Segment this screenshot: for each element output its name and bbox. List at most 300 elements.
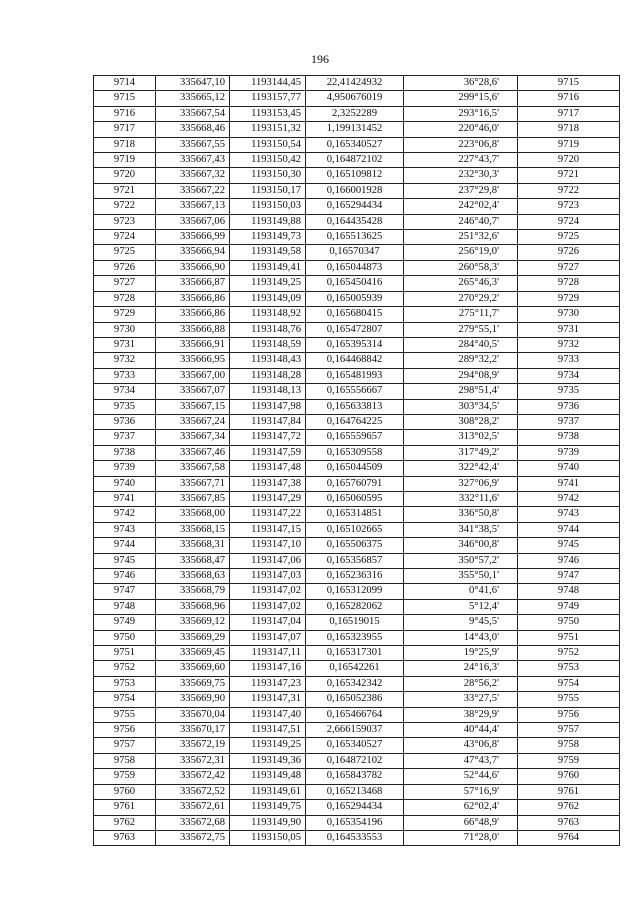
cell-direction-angle: 9°45,5' [404,615,518,630]
cell-from-point: 9732 [94,353,156,368]
coordinates-table [93,75,620,846]
cell-from-point: 9754 [94,692,156,707]
cell-distance: 0,164435428 [306,214,404,229]
table-row [94,599,620,614]
cell-distance: 0,165506375 [306,538,404,553]
cell-y-coordinate: 1193147,38 [230,476,306,491]
cell-direction-angle: 346°00,8' [404,538,518,553]
cell-y-coordinate: 1193147,84 [230,414,306,429]
cell-to-point: 9758 [518,738,620,753]
cell-from-point: 9753 [94,676,156,691]
cell-y-coordinate: 1193149,75 [230,800,306,815]
cell-y-coordinate: 1193149,73 [230,230,306,245]
cell-distance: 0,165005939 [306,291,404,306]
cell-from-point: 9756 [94,723,156,738]
cell-from-point: 9737 [94,430,156,445]
cell-distance: 0,165323955 [306,630,404,645]
table-row [94,445,620,460]
cell-x-coordinate: 335665,12 [156,91,230,106]
table-row [94,753,620,768]
page-number: 196 [311,52,329,66]
cell-to-point: 9747 [518,569,620,584]
cell-x-coordinate: 335672,75 [156,830,230,845]
cell-y-coordinate: 1193149,61 [230,784,306,799]
cell-y-coordinate: 1193147,02 [230,599,306,614]
cell-from-point: 9714 [94,76,156,91]
cell-y-coordinate: 1193147,16 [230,661,306,676]
cell-y-coordinate: 1193147,15 [230,522,306,537]
cell-x-coordinate: 335667,07 [156,384,230,399]
cell-y-coordinate: 1193153,45 [230,106,306,121]
table-row [94,183,620,198]
cell-from-point: 9752 [94,661,156,676]
cell-y-coordinate: 1193149,88 [230,214,306,229]
cell-direction-angle: 24°16,3' [404,661,518,676]
cell-x-coordinate: 335666,99 [156,230,230,245]
cell-x-coordinate: 335668,63 [156,569,230,584]
cell-x-coordinate: 335667,22 [156,183,230,198]
cell-distance: 4,950676019 [306,91,404,106]
cell-direction-angle: 322°42,4' [404,461,518,476]
cell-y-coordinate: 1193147,31 [230,692,306,707]
cell-to-point: 9741 [518,476,620,491]
cell-distance: 2,666159037 [306,723,404,738]
cell-direction-angle: 40°44,4' [404,723,518,738]
table-row [94,414,620,429]
table-row [94,476,620,491]
cell-to-point: 9759 [518,753,620,768]
cell-distance: 0,165060595 [306,491,404,506]
table-row [94,430,620,445]
table-row [94,260,620,275]
cell-distance: 0,164468842 [306,353,404,368]
cell-to-point: 9723 [518,199,620,214]
cell-y-coordinate: 1193149,25 [230,276,306,291]
cell-to-point: 9721 [518,168,620,183]
table-row [94,399,620,414]
cell-to-point: 9719 [518,137,620,152]
cell-to-point: 9740 [518,461,620,476]
cell-direction-angle: 270°29,2' [404,291,518,306]
cell-distance: 0,165633813 [306,399,404,414]
cell-direction-angle: 299°15,6' [404,91,518,106]
cell-x-coordinate: 335672,61 [156,800,230,815]
table-row [94,538,620,553]
cell-x-coordinate: 335666,91 [156,337,230,352]
cell-direction-angle: 355°50,1' [404,569,518,584]
cell-direction-angle: 284°40,5' [404,337,518,352]
table-row [94,676,620,691]
cell-y-coordinate: 1193147,29 [230,491,306,506]
cell-to-point: 9738 [518,430,620,445]
cell-distance: 22,41424932 [306,76,404,91]
cell-from-point: 9760 [94,784,156,799]
cell-distance: 0,165294434 [306,199,404,214]
cell-x-coordinate: 335667,32 [156,168,230,183]
cell-to-point: 9751 [518,630,620,645]
cell-to-point: 9752 [518,646,620,661]
cell-to-point: 9762 [518,800,620,815]
cell-direction-angle: 293°16,5' [404,106,518,121]
cell-direction-angle: 341°38,5' [404,522,518,537]
cell-to-point: 9745 [518,538,620,553]
cell-direction-angle: 332°11,6' [404,491,518,506]
cell-y-coordinate: 1193147,06 [230,553,306,568]
table-row [94,368,620,383]
cell-direction-angle: 265°46,3' [404,276,518,291]
cell-to-point: 9763 [518,815,620,830]
cell-direction-angle: 66°48,9' [404,815,518,830]
cell-x-coordinate: 335670,17 [156,723,230,738]
table-row [94,522,620,537]
cell-y-coordinate: 1193149,36 [230,753,306,768]
cell-y-coordinate: 1193151,32 [230,122,306,137]
cell-distance: 2,3252289 [306,106,404,121]
cell-y-coordinate: 1193148,92 [230,307,306,322]
cell-y-coordinate: 1193149,90 [230,815,306,830]
cell-x-coordinate: 335667,58 [156,461,230,476]
cell-from-point: 9759 [94,769,156,784]
cell-x-coordinate: 335666,86 [156,307,230,322]
cell-y-coordinate: 1193147,11 [230,646,306,661]
cell-y-coordinate: 1193148,13 [230,384,306,399]
table-row [94,769,620,784]
table-row [94,122,620,137]
cell-from-point: 9745 [94,553,156,568]
cell-y-coordinate: 1193144,45 [230,76,306,91]
cell-to-point: 9732 [518,337,620,352]
cell-to-point: 9736 [518,399,620,414]
cell-distance: 0,165450416 [306,276,404,291]
cell-y-coordinate: 1193149,25 [230,738,306,753]
table-row [94,491,620,506]
cell-from-point: 9729 [94,307,156,322]
cell-to-point: 9731 [518,322,620,337]
cell-y-coordinate: 1193150,05 [230,830,306,845]
cell-y-coordinate: 1193150,42 [230,153,306,168]
cell-y-coordinate: 1193150,54 [230,137,306,152]
cell-distance: 0,164533553 [306,830,404,845]
cell-from-point: 9726 [94,260,156,275]
table-row [94,830,620,845]
cell-direction-angle: 294°08,9' [404,368,518,383]
cell-to-point: 9734 [518,368,620,383]
table-row [94,461,620,476]
cell-distance: 0,165309558 [306,445,404,460]
table-row [94,630,620,645]
cell-direction-angle: 36°28,6' [404,76,518,91]
cell-from-point: 9717 [94,122,156,137]
cell-direction-angle: 246°40,7' [404,214,518,229]
cell-y-coordinate: 1193150,30 [230,168,306,183]
table-row [94,307,620,322]
cell-x-coordinate: 335666,90 [156,260,230,275]
cell-distance: 0,164764225 [306,414,404,429]
table-row [94,569,620,584]
cell-y-coordinate: 1193147,10 [230,538,306,553]
cell-direction-angle: 0°41,6' [404,584,518,599]
cell-y-coordinate: 1193157,77 [230,91,306,106]
cell-from-point: 9733 [94,368,156,383]
cell-y-coordinate: 1193150,17 [230,183,306,198]
cell-direction-angle: 43°06,8' [404,738,518,753]
cell-direction-angle: 232°30,3' [404,168,518,183]
cell-to-point: 9737 [518,414,620,429]
cell-y-coordinate: 1193147,59 [230,445,306,460]
cell-to-point: 9755 [518,692,620,707]
cell-to-point: 9750 [518,615,620,630]
cell-direction-angle: 260°58,3' [404,260,518,275]
cell-direction-angle: 52°44,6' [404,769,518,784]
cell-y-coordinate: 1193149,48 [230,769,306,784]
cell-from-point: 9723 [94,214,156,229]
cell-y-coordinate: 1193147,51 [230,723,306,738]
cell-distance: 0,165559657 [306,430,404,445]
cell-distance: 0,165340527 [306,738,404,753]
cell-from-point: 9730 [94,322,156,337]
cell-y-coordinate: 1193150,03 [230,199,306,214]
cell-distance: 0,165356857 [306,553,404,568]
cell-from-point: 9747 [94,584,156,599]
cell-y-coordinate: 1193149,58 [230,245,306,260]
cell-direction-angle: 19°25,9' [404,646,518,661]
cell-direction-angle: 57°16,9' [404,784,518,799]
table-row [94,199,620,214]
cell-direction-angle: 62°02,4' [404,800,518,815]
cell-x-coordinate: 335666,88 [156,322,230,337]
cell-from-point: 9735 [94,399,156,414]
cell-direction-angle: 227°43,7' [404,153,518,168]
cell-x-coordinate: 335667,71 [156,476,230,491]
cell-from-point: 9720 [94,168,156,183]
cell-x-coordinate: 335668,31 [156,538,230,553]
cell-x-coordinate: 335667,06 [156,214,230,229]
cell-direction-angle: 350°57,2' [404,553,518,568]
cell-direction-angle: 237°29,8' [404,183,518,198]
cell-direction-angle: 242°02,4' [404,199,518,214]
table-row [94,153,620,168]
cell-y-coordinate: 1193147,72 [230,430,306,445]
cell-distance: 0,165109812 [306,168,404,183]
cell-distance: 0,166001928 [306,183,404,198]
cell-to-point: 9716 [518,91,620,106]
cell-direction-angle: 33°27,5' [404,692,518,707]
cell-direction-angle: 251°32,6' [404,230,518,245]
cell-distance: 0,165044509 [306,461,404,476]
table-row [94,646,620,661]
cell-from-point: 9763 [94,830,156,845]
cell-x-coordinate: 335672,42 [156,769,230,784]
cell-direction-angle: 336°50,8' [404,507,518,522]
table-row [94,707,620,722]
cell-to-point: 9748 [518,584,620,599]
cell-from-point: 9734 [94,384,156,399]
table-row [94,784,620,799]
table-row [94,214,620,229]
cell-from-point: 9742 [94,507,156,522]
cell-direction-angle: 317°49,2' [404,445,518,460]
cell-from-point: 9750 [94,630,156,645]
cell-distance: 0,165312099 [306,584,404,599]
table-row [94,76,620,91]
cell-x-coordinate: 335647,10 [156,76,230,91]
cell-distance: 0,165556667 [306,384,404,399]
cell-from-point: 9736 [94,414,156,429]
table-row [94,322,620,337]
cell-x-coordinate: 335668,47 [156,553,230,568]
cell-to-point: 9753 [518,661,620,676]
cell-from-point: 9751 [94,646,156,661]
cell-x-coordinate: 335667,46 [156,445,230,460]
cell-y-coordinate: 1193149,41 [230,260,306,275]
cell-from-point: 9761 [94,800,156,815]
cell-to-point: 9725 [518,230,620,245]
cell-from-point: 9740 [94,476,156,491]
cell-to-point: 9744 [518,522,620,537]
cell-to-point: 9764 [518,830,620,845]
cell-distance: 0,165466764 [306,707,404,722]
cell-x-coordinate: 335668,00 [156,507,230,522]
cell-distance: 0,16519015 [306,615,404,630]
cell-distance: 0,165044873 [306,260,404,275]
cell-from-point: 9725 [94,245,156,260]
cell-x-coordinate: 335666,95 [156,353,230,368]
cell-distance: 0,165354196 [306,815,404,830]
table-row [94,553,620,568]
cell-direction-angle: 275°11,7' [404,307,518,322]
cell-distance: 0,164872102 [306,153,404,168]
cell-direction-angle: 298°51,4' [404,384,518,399]
cell-distance: 0,16542261 [306,661,404,676]
cell-to-point: 9757 [518,723,620,738]
cell-distance: 0,165213468 [306,784,404,799]
cell-y-coordinate: 1193147,04 [230,615,306,630]
cell-x-coordinate: 335666,87 [156,276,230,291]
cell-distance: 0,165843782 [306,769,404,784]
cell-from-point: 9758 [94,753,156,768]
cell-from-point: 9722 [94,199,156,214]
cell-x-coordinate: 335668,96 [156,599,230,614]
cell-from-point: 9715 [94,91,156,106]
cell-distance: 0,165395314 [306,337,404,352]
cell-to-point: 9733 [518,353,620,368]
cell-direction-angle: 14°43,0' [404,630,518,645]
cell-distance: 0,165314851 [306,507,404,522]
cell-to-point: 9722 [518,183,620,198]
cell-direction-angle: 28°56,2' [404,676,518,691]
cell-to-point: 9727 [518,260,620,275]
cell-from-point: 9741 [94,491,156,506]
cell-x-coordinate: 335669,12 [156,615,230,630]
table-row [94,738,620,753]
cell-distance: 0,16570347 [306,245,404,260]
cell-distance: 1,199131452 [306,122,404,137]
cell-direction-angle: 313°02,5' [404,430,518,445]
cell-y-coordinate: 1193147,40 [230,707,306,722]
table-row [94,353,620,368]
cell-distance: 0,165513625 [306,230,404,245]
cell-from-point: 9716 [94,106,156,121]
table-row [94,615,620,630]
cell-y-coordinate: 1193147,07 [230,630,306,645]
cell-x-coordinate: 335669,75 [156,676,230,691]
cell-direction-angle: 303°34,5' [404,399,518,414]
cell-x-coordinate: 335669,90 [156,692,230,707]
cell-from-point: 9757 [94,738,156,753]
table-row [94,507,620,522]
cell-to-point: 9730 [518,307,620,322]
cell-from-point: 9748 [94,599,156,614]
cell-to-point: 9715 [518,76,620,91]
table-row [94,168,620,183]
cell-to-point: 9746 [518,553,620,568]
cell-direction-angle: 256°19,0' [404,245,518,260]
cell-x-coordinate: 335667,15 [156,399,230,414]
cell-to-point: 9735 [518,384,620,399]
cell-to-point: 9742 [518,491,620,506]
cell-y-coordinate: 1193147,22 [230,507,306,522]
table-row [94,337,620,352]
cell-to-point: 9717 [518,106,620,121]
cell-from-point: 9749 [94,615,156,630]
cell-to-point: 9756 [518,707,620,722]
cell-to-point: 9760 [518,769,620,784]
cell-direction-angle: 220°46,0' [404,122,518,137]
cell-y-coordinate: 1193147,03 [230,569,306,584]
cell-direction-angle: 5°12,4' [404,599,518,614]
cell-y-coordinate: 1193147,23 [230,676,306,691]
cell-to-point: 9726 [518,245,620,260]
cell-x-coordinate: 335667,55 [156,137,230,152]
cell-to-point: 9754 [518,676,620,691]
cell-distance: 0,165481993 [306,368,404,383]
table-row [94,230,620,245]
cell-distance: 0,165680415 [306,307,404,322]
cell-distance: 0,165236316 [306,569,404,584]
cell-x-coordinate: 335667,54 [156,106,230,121]
cell-x-coordinate: 335667,43 [156,153,230,168]
cell-x-coordinate: 335672,52 [156,784,230,799]
cell-to-point: 9724 [518,214,620,229]
cell-direction-angle: 47°43,7' [404,753,518,768]
cell-y-coordinate: 1193149,09 [230,291,306,306]
cell-distance: 0,165472807 [306,322,404,337]
cell-x-coordinate: 335668,79 [156,584,230,599]
table-row [94,137,620,152]
cell-from-point: 9731 [94,337,156,352]
cell-x-coordinate: 335670,04 [156,707,230,722]
cell-to-point: 9761 [518,784,620,799]
cell-distance: 0,165317301 [306,646,404,661]
cell-distance: 0,165052386 [306,692,404,707]
cell-to-point: 9739 [518,445,620,460]
table-row [94,723,620,738]
cell-x-coordinate: 335672,68 [156,815,230,830]
cell-x-coordinate: 335666,94 [156,245,230,260]
cell-x-coordinate: 335668,15 [156,522,230,537]
cell-x-coordinate: 335669,60 [156,661,230,676]
cell-from-point: 9727 [94,276,156,291]
cell-direction-angle: 279°55,1' [404,322,518,337]
table-row [94,384,620,399]
cell-distance: 0,165760791 [306,476,404,491]
cell-direction-angle: 223°06,8' [404,137,518,152]
cell-x-coordinate: 335667,00 [156,368,230,383]
cell-to-point: 9728 [518,276,620,291]
cell-distance: 0,165294434 [306,800,404,815]
cell-x-coordinate: 335669,45 [156,646,230,661]
cell-direction-angle: 308°28,2' [404,414,518,429]
